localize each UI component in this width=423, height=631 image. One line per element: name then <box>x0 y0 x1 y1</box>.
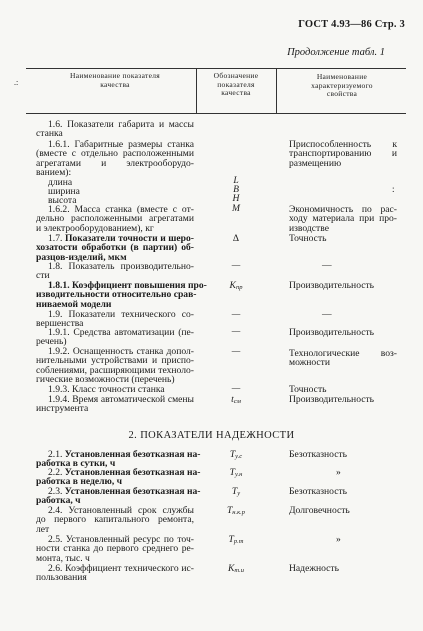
section-2-title: 2. ПОКАЗАТЕЛИ НАДЕЖНОСТИ <box>128 430 295 441</box>
col-header-designation: Обозначение показателя качества <box>213 71 259 98</box>
row-1-6-1-width-label: ширина <box>48 186 80 197</box>
table-top-rule <box>26 68 406 69</box>
row-1-9-3-symbol: — <box>231 383 241 394</box>
row-2-6-symbol: Kт.и <box>227 563 245 574</box>
row-1-9-1-symbol: — <box>231 326 241 337</box>
row-1-8-1-property: Производительность <box>289 280 375 291</box>
table-continuation-label: Продолжение табл. 1 <box>287 47 385 58</box>
row-2-2-symbol: Tу.н <box>229 467 243 478</box>
row-1-9-name: 1.9. Показатели технического со- вершенства <box>36 309 194 330</box>
row-2-1-property: Безотказность <box>289 449 348 460</box>
row-1-9-1-name: 1.9.1. Средства автоматизации (пе- речень) <box>36 327 194 348</box>
row-2-2-property: » <box>336 467 341 478</box>
row-1-9-2-property: Технологические воз- можности <box>289 348 397 369</box>
row-2-4-symbol: Tн.к.р <box>226 505 246 516</box>
row-1-6-1-name: 1.6.1. Габаритные размеры станка (вместе с отдельно расположенными агрегатами и электрооборудо- ванием): <box>36 139 194 179</box>
col-header-property: Наименование характеризуемого свойства <box>311 72 373 99</box>
row-1-9-2-symbol: — <box>231 346 241 357</box>
row-1-9-3-name: 1.9.3. Класс точности станка <box>48 384 165 395</box>
row-2-4-property: Долговечность <box>289 505 350 516</box>
row-1-6-1-width-symbol: B <box>233 184 239 195</box>
row-1-9-symbol: — <box>231 309 241 320</box>
row-2-1-name: 2.1. Установленная безотказная на- работка в сутки, ч <box>36 449 201 470</box>
row-1-6-2-symbol: M <box>232 203 240 214</box>
row-1-9-4-symbol: tсм <box>231 394 241 405</box>
row-2-3-name: 2.3. Установленная безотказная на- работка, ч <box>36 486 201 507</box>
page-header: ГОСТ 4.93—86 Стр. 3 <box>298 19 405 30</box>
col-header-name: Наименование показателя качества <box>69 71 161 89</box>
row-1-6-2-name: 1.6.2. Масса станка (вместе с от- дельно расположенными агрегатами и электрооборудованием), кг <box>36 204 194 234</box>
row-2-1-symbol: Tу.с <box>229 449 243 460</box>
row-1-9-3-property: Точность <box>289 384 327 395</box>
row-2-3-property: Безотказность <box>289 486 348 497</box>
row-1-8-property: — <box>322 260 332 271</box>
row-1-6-1-height-label: высота <box>48 195 77 206</box>
row-2-5-property: » <box>336 534 341 545</box>
table-header-bottom-rule <box>26 113 406 114</box>
row-1-8-1-symbol: Kпр <box>229 280 243 291</box>
row-1-9-4-property: Производительность <box>289 394 375 405</box>
row-2-6-name: 2.6. Коэффициент технического ис- пользования <box>36 563 194 584</box>
row-1-7-property: Точность <box>289 233 327 244</box>
row-2-5-name: 2.5. Установленный ресурс по точ- ности станка до первого среднего ре- монта, тыс. ч <box>36 534 194 564</box>
row-1-6-1-length-label: длина <box>48 177 73 188</box>
row-1-8-1-name: 1.8.1. Коэффициент повышения про- изводительности относительно срав- ниваемой модели <box>36 280 207 310</box>
row-2-4-name: 2.4. Установленный срок службы до первого капитального ремонта, лет <box>36 505 194 535</box>
row-2-6-property: Надежность <box>289 563 339 574</box>
row-1-7-name: 1.7. Показатели точности и шеро- хозатости обработки (в партии) об- разцов-изделий, мкм <box>36 233 194 263</box>
row-1-9-1-property: Производительность <box>289 327 375 338</box>
row-1-9-4-name: 1.9.4. Время автоматической смены инструмента <box>36 394 194 415</box>
row-1-8-name: 1.8. Показатель производительно- сти <box>36 261 194 282</box>
row-1-9-2-name: 1.9.2. Оснащенность станка допол- нительными устройствами и приспо- соблениями, расширяющими техноло- гические возможности (перечень) <box>36 346 194 386</box>
column-divider-1 <box>196 68 197 113</box>
stray-mark: : <box>392 184 395 194</box>
row-1-6-1-length-symbol: L <box>233 175 239 186</box>
row-2-3-symbol: Tу <box>231 486 241 497</box>
row-1-6-1-height-symbol: H <box>232 193 240 204</box>
row-1-6-1-property: Приспособленность к транспортированию и размещению <box>289 139 397 169</box>
row-1-7-symbol: Δ <box>232 233 240 244</box>
row-1-6-2-property: Экономичность по рас- ходу материала при про- изводстве <box>289 204 397 234</box>
row-1-6-name: 1.6. Показатели габарита и массы станка <box>36 119 194 140</box>
row-2-5-symbol: Tр.т <box>228 534 244 545</box>
row-2-2-name: 2.2. Установленная безотказная на- работка в неделю, ч <box>36 467 201 488</box>
margin-mark: .: <box>14 78 19 87</box>
row-1-9-property: — <box>322 309 332 320</box>
column-divider-2 <box>276 68 277 113</box>
row-1-8-symbol: — <box>231 260 241 271</box>
